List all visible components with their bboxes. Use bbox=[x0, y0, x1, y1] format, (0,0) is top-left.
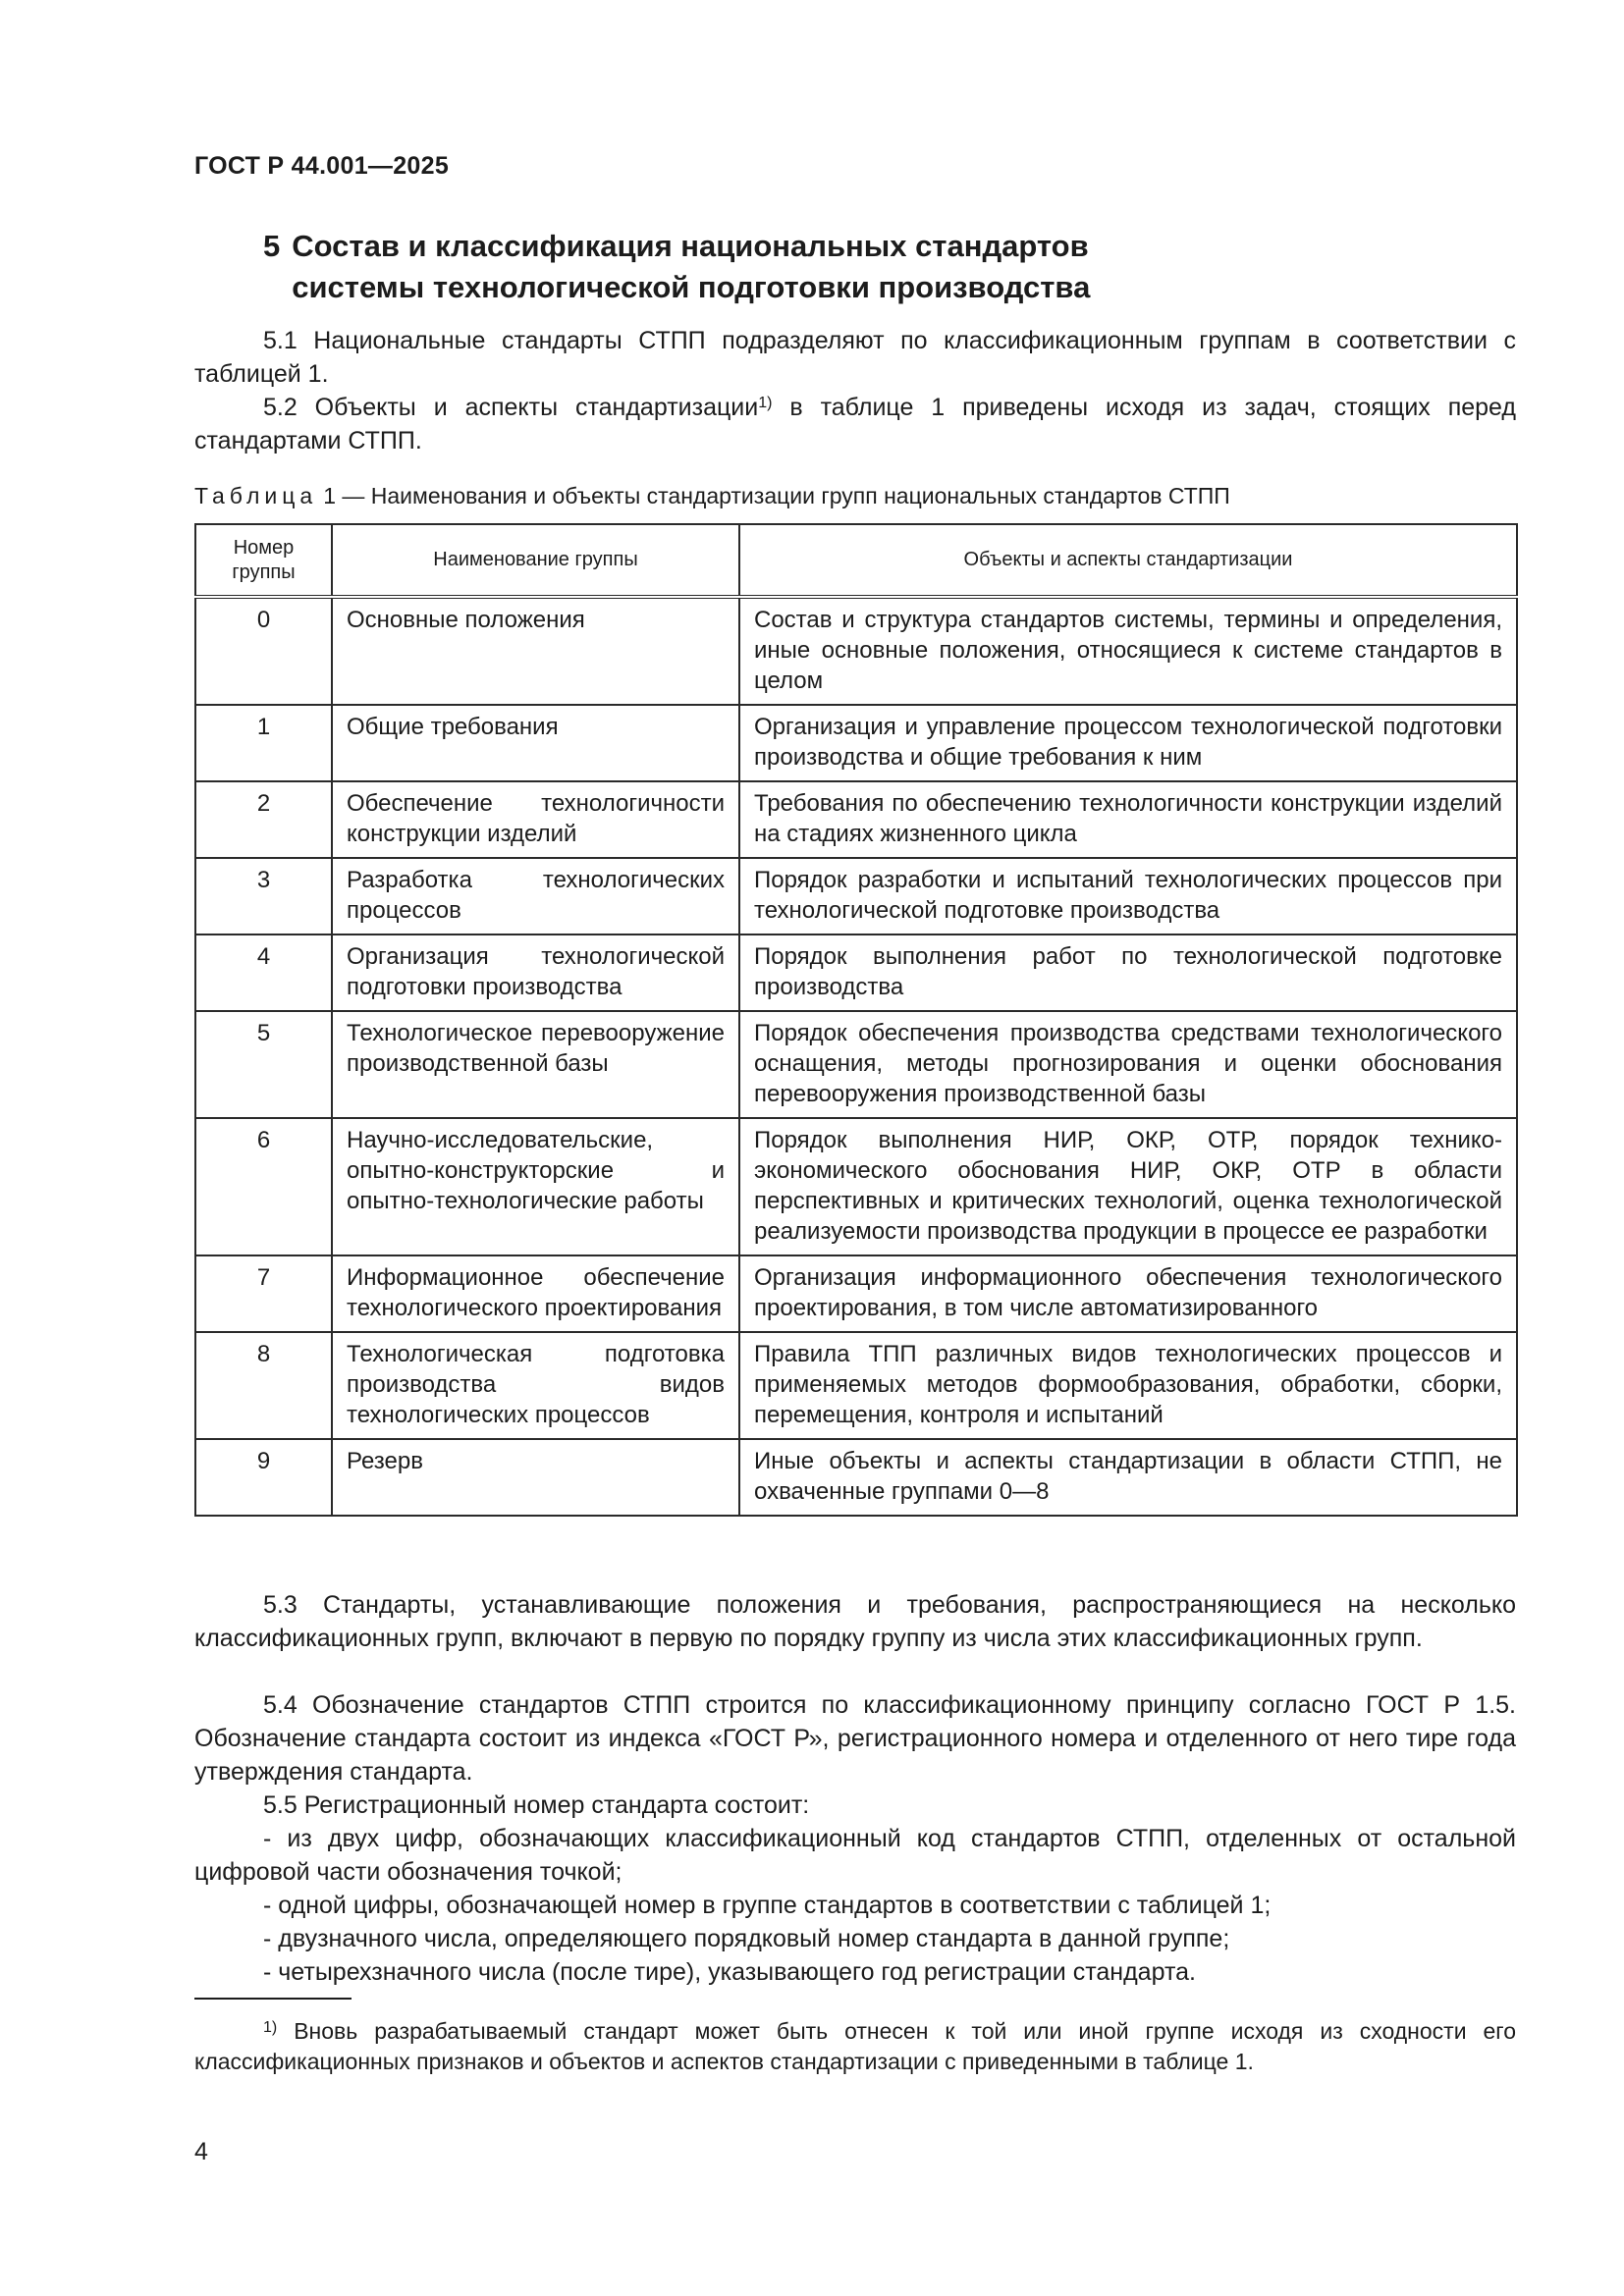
table-row bbox=[195, 1332, 1517, 1439]
group-name-cell: Резерв bbox=[332, 1439, 739, 1516]
group-number-cell: 9 bbox=[195, 1439, 332, 1516]
table-caption-label: Таблица bbox=[194, 483, 318, 508]
table-row bbox=[195, 705, 1517, 781]
paragraph-5-1: 5.1 Национальные стандарты СТПП подразделяют по классификационным группам в соответствии с таблицей 1. bbox=[194, 327, 1516, 388]
table-row bbox=[195, 858, 1517, 934]
list-item: - четырехзначного числа (после тире), указывающего год регистрации стандарта. bbox=[263, 1958, 1196, 1986]
group-objects-cell: Правила ТПП различных видов технологических процессов и применяемых методов формообразования, обработки, сборки, перемещения, контроля и испытаний bbox=[739, 1332, 1517, 1439]
group-objects-cell: Порядок выполнения НИР, ОКР, ОТР, порядок технико-экономического обоснования НИР, ОКР, ОТР в области перспективных и критических технологий, оценка технологической реализуемости производства продукции в процессе ее разработки bbox=[739, 1118, 1517, 1255]
group-name-cell: Информационное обеспечение технологического проектирования bbox=[332, 1255, 739, 1332]
table-row bbox=[195, 934, 1517, 1011]
list-item: - одной цифры, обозначающей номер в группе стандартов в соответствии с таблицей 1; bbox=[263, 1892, 1272, 1919]
paragraph-5-5: 5.5 Регистрационный номер стандарта состоит: bbox=[263, 1791, 810, 1819]
group-name-cell: Технологическое перевооружение производственной базы bbox=[332, 1011, 739, 1118]
header-group-number: Номер группы bbox=[195, 524, 332, 597]
table-caption bbox=[194, 481, 1516, 510]
group-number-cell: 8 bbox=[195, 1332, 332, 1439]
group-objects-cell: Порядок разработки и испытаний технологических процессов при технологической подготовке производства bbox=[739, 858, 1517, 934]
group-name-cell: Научно-исследовательские, опытно-конструкторские и опытно-технологические работы bbox=[332, 1118, 739, 1255]
page-number: 4 bbox=[194, 2138, 208, 2165]
group-number-cell: 5 bbox=[195, 1011, 332, 1118]
group-name-cell: Основные положения bbox=[332, 597, 739, 705]
table-row bbox=[195, 1255, 1517, 1332]
group-objects-cell: Порядок обеспечения производства средствами технологического оснащения, методы прогнозирования и оценки обоснования перевооружения производственной базы bbox=[739, 1011, 1517, 1118]
table-caption-text: 1 — Наименования и объекты стандартизации групп национальных стандартов СТПП bbox=[323, 483, 1230, 508]
footnote-marker: 1) bbox=[263, 2019, 278, 2036]
group-number-cell: 7 bbox=[195, 1255, 332, 1332]
paragraph-5-3: 5.3 Стандарты, устанавливающие положения и требования, распространяющиеся на несколько классификационных групп, включают в первую по порядку группу из числа этих классификационных групп. bbox=[194, 1591, 1516, 1652]
list-item: - из двух цифр, обозначающих классификационный код стандартов СТПП, отделенных от остальной цифровой части обозначения точкой; bbox=[194, 1825, 1516, 1886]
group-number-cell: 4 bbox=[195, 934, 332, 1011]
header-group-name: Наименование группы bbox=[332, 524, 739, 597]
group-number-cell: 1 bbox=[195, 705, 332, 781]
group-objects-cell: Организация и управление процессом технологической подготовки производства и общие требования к ним bbox=[739, 705, 1517, 781]
table-row bbox=[195, 1011, 1517, 1118]
group-name-cell: Общие требования bbox=[332, 705, 739, 781]
paragraph-5-4: 5.4 Обозначение стандартов СТПП строится по классификационному принципу согласно ГОСТ Р 1.5. Обозначение стандарта состоит из индекса «ГОСТ Р», регистрационного номера и отделенного от него тире года утверждения стандарта. bbox=[194, 1691, 1516, 1786]
group-name-cell: Технологическая подготовка производства видов технологических процессов bbox=[332, 1332, 739, 1439]
group-objects-cell: Организация информационного обеспечения технологического проектирования, в том числе автоматизированного bbox=[739, 1255, 1517, 1332]
group-number-cell: 0 bbox=[195, 597, 332, 705]
table-header-row bbox=[195, 524, 1517, 597]
group-objects-cell: Требования по обеспечению технологичности конструкции изделий на стадиях жизненного цикла bbox=[739, 781, 1517, 858]
section-title-line-1: Состав и классификация национальных стандартов bbox=[292, 229, 1089, 263]
section-number: 5 bbox=[263, 229, 281, 263]
group-name-cell: Обеспечение технологичности конструкции изделий bbox=[332, 781, 739, 858]
group-number-cell: 3 bbox=[195, 858, 332, 934]
group-number-cell: 6 bbox=[195, 1118, 332, 1255]
paragraph-5-2: 5.2 Объекты и аспекты стандартизации$^{1)}$ в таблице 1 приведены исходя из задач, стоящих перед стандартами СТПП. bbox=[194, 394, 1516, 454]
header-objects: Объекты и аспекты стандартизации bbox=[739, 524, 1517, 597]
footnote bbox=[194, 2016, 1516, 2077]
list-item: - двузначного числа, определяющего порядковый номер стандарта в данной группе; bbox=[263, 1925, 1230, 1952]
table-row bbox=[195, 781, 1517, 858]
document-header: ГОСТ Р 44.001—2025 bbox=[194, 152, 450, 180]
footnote-text: Вновь разрабатываемый стандарт может быть отнесен к той или иной группе исходя из сходности его классификационных признаков и объектов и аспектов стандартизации с приведенными в таблице 1. bbox=[194, 2018, 1516, 2074]
group-number-cell: 2 bbox=[195, 781, 332, 858]
group-objects-cell: Иные объекты и аспекты стандартизации в области СТПП, не охваченные группами 0—8 bbox=[739, 1439, 1517, 1516]
section-title bbox=[263, 226, 1540, 308]
table-row bbox=[195, 1118, 1517, 1255]
group-name-cell: Организация технологической подготовки производства bbox=[332, 934, 739, 1011]
group-objects-cell: Состав и структура стандартов системы, термины и определения, иные основные положения, относящиеся к системе стандартов в целом bbox=[739, 597, 1517, 705]
classification-table bbox=[194, 523, 1518, 1517]
table-row bbox=[195, 1439, 1517, 1516]
group-objects-cell: Порядок выполнения работ по технологической подготовке производства bbox=[739, 934, 1517, 1011]
group-name-cell: Разработка технологических процессов bbox=[332, 858, 739, 934]
table-row bbox=[195, 597, 1517, 705]
footnote-divider bbox=[194, 1998, 352, 2000]
footnote-reference[interactable]: 1) bbox=[758, 395, 773, 411]
section-title-line-2: системы технологической подготовки производства bbox=[292, 270, 1091, 304]
